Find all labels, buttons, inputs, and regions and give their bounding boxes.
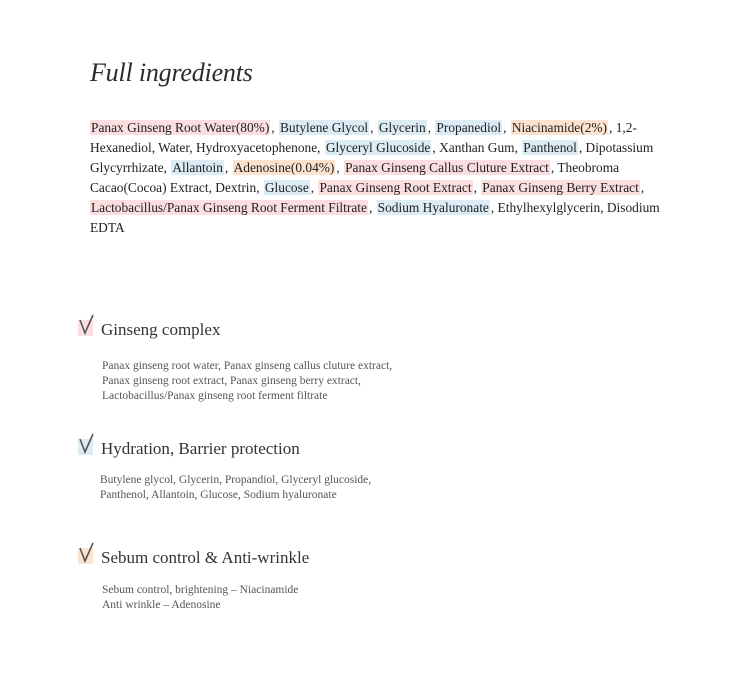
ingredient-text: , [271,120,278,135]
ingredient-highlight-pink: Panax Ginseng Berry Extract [482,180,639,195]
ingredient-text: , [336,160,344,175]
description-line: Sebum control, brightening – Niacinamide [102,584,299,596]
ingredient-highlight-pink: Panax Ginseng Root Extract [319,180,472,195]
ingredient-text: , [503,120,510,135]
ingredient-text: , [310,180,318,195]
ingredient-highlight-blue: Panthenol [523,140,577,155]
ingredient-text: , [427,120,435,135]
section-description [100,473,371,503]
section-description [102,583,298,613]
ingredient-highlight-blue: Glycerin [378,120,426,135]
ingredient-text: , [640,180,645,195]
page-title: Full ingredients [90,58,253,87]
ingredient-highlight-peach: Adenosine(0.04%) [233,160,335,175]
ingredient-text: , Ethylhexylglycerin, Disodium EDTA [90,200,660,235]
ingredient-highlight-peach: Niacinamide(2%) [511,120,608,135]
description-line: Butylene glycol, Glycerin, Propandiol, Glyceryl glucoside, [100,474,372,486]
checkmark-icon [78,318,94,336]
section-description [102,359,392,404]
description-line: Lactobacillus/Panax ginseng root ferment filtrate [102,390,328,402]
ingredient-text: , Theobroma Cacao(Cocoa) Extract, Dextrin, [90,160,620,195]
ingredient-text: , [368,200,376,215]
ingredient-highlight-blue: Propanediol [436,120,502,135]
ingredient-highlight-blue: Butylene Glycol [280,120,369,135]
description-line: Panthenol, Allantoin, Glucose, Sodium hyaluronate [100,489,337,501]
ingredient-highlight-blue: Sodium Hyaluronate [377,200,489,215]
checkmark-icon [78,546,94,564]
checkmark-icon [78,437,94,455]
ingredient-text: , Xanthan Gum, [432,140,522,155]
description-line: Panax ginseng root extract, Panax ginseng berry extract, [102,375,361,387]
ingredient-text: , [473,180,481,195]
ingredient-highlight-pink: Panax Ginseng Callus Cluture Extract [345,160,549,175]
section-title: Sebum control & Anti-wrinkle [101,548,310,567]
ingredient-text: , 1,2-Hexanediol, Water, Hydroxyacetophenone, [90,120,637,155]
ingredient-highlight-pink: Panax Ginseng Root Water(80%) [91,120,270,135]
ingredient-highlight-blue: Glucose [264,180,309,195]
description-line: Anti wrinkle – Adenosine [102,599,221,611]
ingredient-text: , [224,160,232,175]
section-title: Hydration, Barrier protection [101,439,300,458]
ingredient-text: , Dipotassium Glycyrrhizate, [90,140,654,175]
section-title: Ginseng complex [101,320,221,339]
ingredient-highlight-blue: Glyceryl Glucoside [325,140,431,155]
ingredient-highlight-pink: Lactobacillus/Panax Ginseng Root Ferment Filtrate [91,200,367,215]
ingredient-text: , [370,120,377,135]
description-line: Panax ginseng root water, Panax ginseng callus cluture extract, [102,360,393,372]
ingredient-highlight-blue: Allantoin [172,160,223,175]
ingredients-list [90,118,662,238]
